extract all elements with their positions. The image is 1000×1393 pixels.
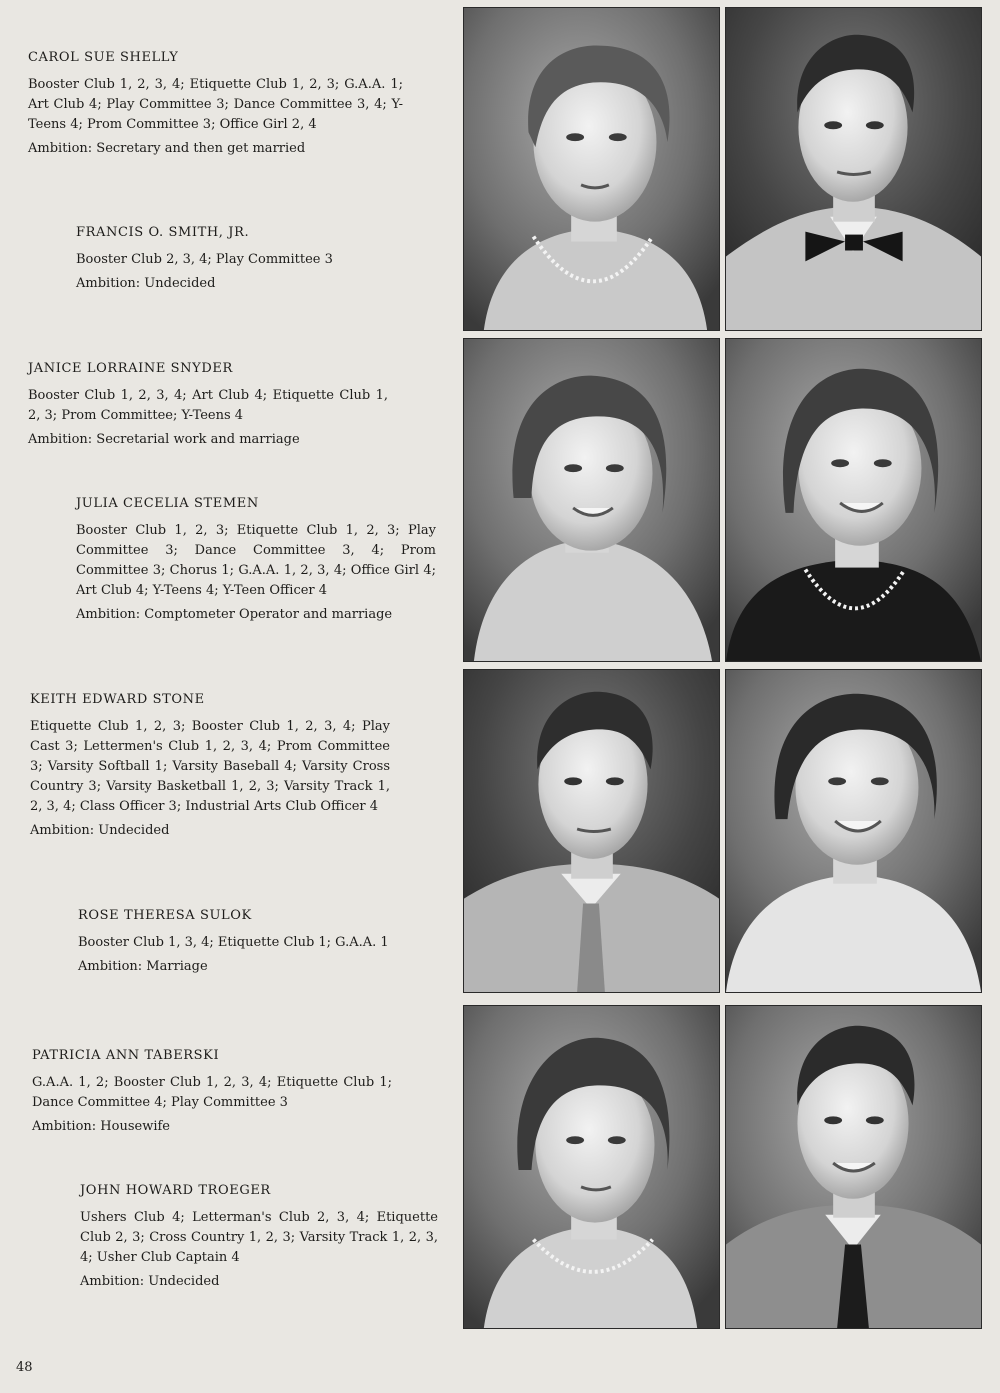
student-name: CAROL SUE SHELLY — [28, 50, 179, 65]
student-entry-carol-shelly — [28, 50, 403, 159]
portrait-photo-keith-stone — [463, 669, 720, 993]
student-activities: Booster Club 1, 2, 3, 4; Etiquette Club 1, 2, 3; G.A.A. 1; Art Club 4; Play Committee 3; Dance Committee 3, 4; Y-Teens 4; Prom Committee 3; Office Girl 2, 4 — [28, 77, 403, 132]
student-activities: Ushers Club 4; Letterman's Club 2, 3, 4; Etiquette Club 2, 3; Cross Country 1, 2, 3; Varsity Track 1, 2, 3, 4; Usher Club Captain 4 — [80, 1210, 438, 1265]
student-entry-keith-stone — [30, 692, 390, 841]
student-ambition: Ambition: Marriage — [78, 959, 208, 974]
page-number: 48 — [16, 1360, 33, 1375]
student-name: KEITH EDWARD STONE — [30, 692, 205, 707]
student-activities: Booster Club 2, 3, 4; Play Committee 3 — [76, 252, 333, 267]
student-entry-janice-snyder — [28, 361, 388, 450]
portrait-photo-carol-shelly — [463, 7, 720, 331]
student-entry-rose-sulok — [78, 908, 418, 977]
portrait-photo-julia-stemen — [725, 338, 982, 662]
student-activities: Booster Club 1, 2, 3; Etiquette Club 1, 2, 3; Play Committee 3; Dance Committee 3, 4; Prom Committee 3; Chorus 1; G.A.A. 1, 2, 3, 4; Office Girl 4; Art Club 4; Y-Teens 4; Y-Teen Officer 4 — [76, 523, 436, 598]
student-name: ROSE THERESA SULOK — [78, 908, 252, 923]
student-name: JANICE LORRAINE SNYDER — [28, 361, 233, 376]
student-name: PATRICIA ANN TABERSKI — [32, 1048, 220, 1063]
portrait-photo-patricia-taberski — [463, 1005, 720, 1329]
student-ambition: Ambition: Undecided — [30, 823, 170, 838]
student-ambition: Ambition: Housewife — [32, 1119, 170, 1134]
student-entry-patricia-taberski — [32, 1048, 392, 1137]
student-ambition: Ambition: Secretarial work and marriage — [28, 432, 300, 447]
student-name: FRANCIS O. SMITH, JR. — [76, 225, 250, 240]
portrait-photo-rose-sulok — [725, 669, 982, 993]
student-name: JOHN HOWARD TROEGER — [80, 1183, 271, 1198]
student-entry-john-troeger — [80, 1183, 438, 1292]
student-ambition: Ambition: Undecided — [80, 1274, 220, 1289]
portrait-photo-janice-snyder — [463, 338, 720, 662]
student-activities: Booster Club 1, 2, 3, 4; Art Club 4; Etiquette Club 1, 2, 3; Prom Committee; Y-Teens 4 — [28, 388, 388, 423]
student-entry-francis-smith — [76, 225, 366, 294]
student-activities: G.A.A. 1, 2; Booster Club 1, 2, 3, 4; Etiquette Club 1; Dance Committee 4; Play Committee 3 — [32, 1075, 392, 1110]
student-ambition: Ambition: Undecided — [76, 276, 216, 291]
student-name: JULIA CECELIA STEMEN — [76, 496, 259, 511]
student-ambition: Ambition: Secretary and then get married — [28, 141, 306, 156]
portrait-photo-john-troeger — [725, 1005, 982, 1329]
portrait-photo-francis-smith — [725, 7, 982, 331]
student-entry-julia-stemen — [76, 496, 436, 625]
student-ambition: Ambition: Comptometer Operator and marriage — [76, 607, 393, 622]
student-activities: Etiquette Club 1, 2, 3; Booster Club 1, 2, 3, 4; Play Cast 3; Lettermen's Club 1, 2, 3, 4; Prom Committee 3; Varsity Softball 1; Varsity Baseball 4; Varsity Cross Country 3; Varsity Basketball 1, 2, 3; Varsity Track 1, 2, 3, 4; Class Officer 3; Industrial Arts Club Officer 4 — [30, 719, 390, 814]
student-activities: Booster Club 1, 3, 4; Etiquette Club 1; G.A.A. 1 — [78, 935, 389, 950]
